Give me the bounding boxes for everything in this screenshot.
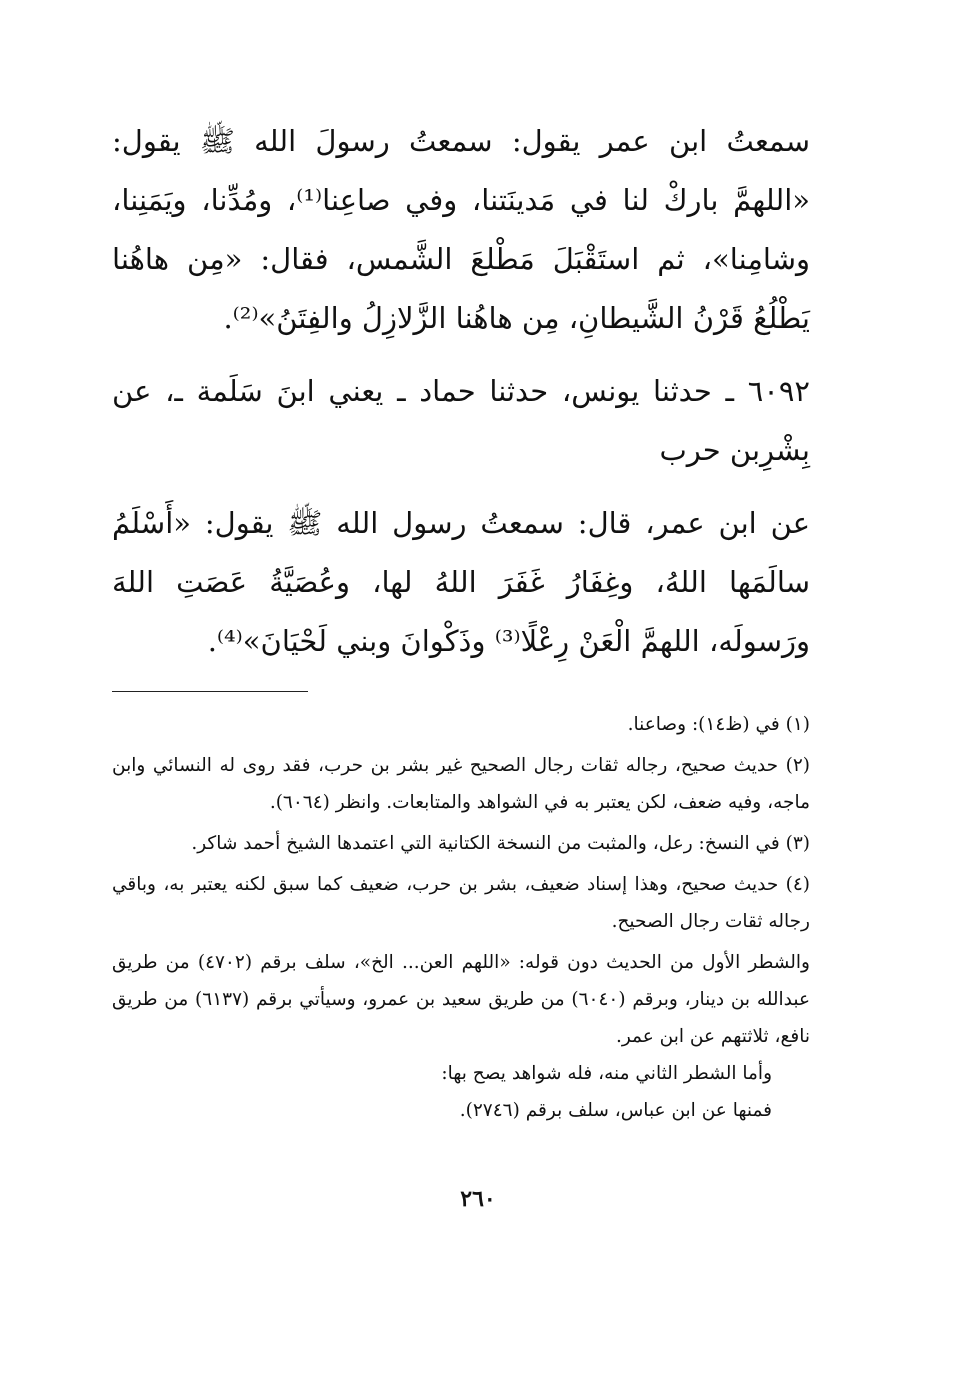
paragraph-2-isnad: ٦٠٩٢ ـ حدثنا يونس، حدثنا حماد ـ يعني ابنَ سَلَمة ـ، عن بِشْرِبن حرب [112, 374, 810, 467]
footnote-4-second-half: وأما الشطر الثاني منه، فله شواهد يصح بها: [441, 1063, 772, 1084]
footnote-4-continued: والشطر الأول من الحديث دون قوله: «اللهم العن... الخ»، سلف برقم (٤٧٠٢) من طريق عبدالله بن دينار، وبرقم (٦٠٤٠) من طريق سعيد بن عمرو، وسيأتي برقم (٦١٣٧) من طريق نافع، ثلاثتهم عن ابن عمر. [112, 952, 810, 1047]
footnote-separator [112, 691, 308, 692]
page-number: ٢٦٠ [460, 1186, 496, 1212]
hadith-text [112, 112, 810, 671]
footnote-4: (٤) حديث صحيح، وهذا إسناد ضعيف، بشر بن حرب، ضعيف كما سبق لكنه يعتبر به، وباقي رجاله ثقات رجال الصحيح. [112, 874, 810, 932]
footnote-1: (١) في (ظ١٤): وصاعنا. [627, 714, 810, 735]
footnote-4-witness: فمنها عن ابن عباس، سلف برقم (٢٧٤٦). [459, 1100, 772, 1121]
footnote-2: (٢) حديث صحيح، رجاله ثقات رجال الصحيح غير بشر بن حرب، فقد روى له النسائي وابن ماجه، وفيه ضعف، لكن يعتبر به في الشواهد والمتابعات. وانظر (٦٠٦٤). [112, 755, 810, 813]
footnotes [112, 706, 810, 1129]
paragraph-1: سمعتُ ابن عمر يقول: سمعتُ رسولَ الله ﷺ يقول: «اللهمَّ باركْ لنا في مَدينَتنا، وفي صاعِنا⁽¹⁾، ومُدِّنا، ويَمَنِنا، وشامِنا»، ثم استَقْبَلَ مَطْلعَ الشَّمس، فقال: «مِن هاهُنا يَطْلُعُ قَرْنُ الشَّيطانِ، مِن هاهُنا الزَّلازِلُ والفِتَنُ»⁽²⁾. [112, 124, 810, 335]
page-body [112, 112, 810, 1129]
footnote-3: (٣) في النسخ: رعل، والمثبت من النسخة الكتانية التي اعتمدها الشيخ أحمد شاكر. [191, 833, 810, 854]
paragraph-3: عن ابن عمر، قال: سمعتُ رسول الله ﷺ يقول: «أَسْلَمُ سالَمَها اللهُ، وغِفَارُ غَفَرَ اللهُ لها، وعُصَيَّةُ عَصَتِ اللهَ ورَسولَه، اللهمَّ الْعَنْ رِعْلًا⁽³⁾ وذَكْوانَ وبني لَحْيَانَ»⁽⁴⁾. [112, 506, 810, 658]
